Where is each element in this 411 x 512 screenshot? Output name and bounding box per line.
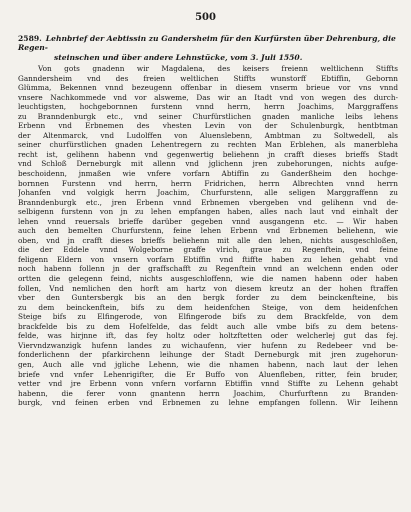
- text-line: vber den Guntersbergk bis an den bergk forder zu dem beinckenfteine, bis: [18, 293, 398, 303]
- text-line: vnd Schloß Derneburgk mit allenn vnd jglichenn jren zubehorungen, nichts aufge-: [18, 159, 398, 169]
- document-title-line-1: Lehnbrief der Aebtissin zu Gandersheim für den Kurfürsten über Dehrenburg, die Regen-: [18, 34, 396, 53]
- document-heading: [18, 34, 396, 62]
- text-line: Steige bifs zu Elfingerode, von Elfingerode bifs zu dem Brackfelde, von dem: [18, 312, 398, 322]
- text-line: oben, vnd jn crafft dieses brieffs beliehenn mit alle den lehen, nichts ausgeschloßen,: [18, 235, 398, 245]
- text-line: seiner churfürstlichen gnaden Lehentregern zu rechten Man Erblehen, als manerbleha: [18, 140, 398, 150]
- text-line: Von gots gnadenn wir Magdalena, des keisers freienn weltlichenn Stiffts: [38, 64, 398, 73]
- text-line: vetter vnd jre Erbenn vonn vnfern vorfarnn Ebtiffin vnnd Stiffte zu Lehenn gehabt: [18, 379, 398, 389]
- text-line: recht ist, gelihenn habenn vnd gegenwertig beliehenn jn crafft dieses brieffs Stadt: [18, 149, 398, 159]
- body-text: [18, 64, 398, 408]
- text-line: leuchtigsten, hochgebornnen furstenn vnnd herrn, herrn Joachims, Marggraffens: [18, 102, 398, 112]
- text-line: selbigenn furstenn von jn zu lehen empfangen haben, alles nach laut vnd einhalt der: [18, 207, 398, 217]
- text-line: vnsere Nachkommede vnd vor alsweme, Das wir an Itadt vnd von wegen des durch-: [18, 92, 398, 102]
- text-line: brackfelde bis zu dem Hofelfelde, das feldt auch alle vmbe bifs zu dem betens-: [18, 321, 398, 331]
- text-line: Ganndersheim vnd des freien weltlichen Stiffts wunstorff Ebtiffin, Gebornn: [18, 73, 398, 83]
- text-line: burgk, vnd feinen erben vnd Erbnemen zu lehne empfangen follenn. Wir Ieihenn: [18, 398, 398, 408]
- page-number: 500: [195, 12, 216, 23]
- text-line: die der Eddele vnnd Wolgeborne graffe vlrich, graue zu Regenftein, vnd feine: [18, 245, 398, 255]
- text-line: Erbenn vnd Erbnemen des vhesten Levin von der Schulenburgk, hentbtman: [18, 121, 398, 131]
- text-line: briefe vnd vnfer Lehenrigifter, die Er Buffo von Aluenfleben, ritter, fein bruder,: [18, 369, 398, 379]
- text-line: felde, was hirjnne ift, das fey holtz oder holtzftetten oder welcherlej gut das fej.: [18, 331, 398, 341]
- text-line: gen, Auch alle vnd jgliche Lehenn, wie die nhamen habenn, nach laut der lehen: [18, 359, 398, 369]
- text-line: beschoidenn, jnmaßen wie vnfere vorfarn Abtiffin zu Ganderßheim den hochge-: [18, 169, 398, 179]
- text-line: Glümma, Bekennen vnnd bezeugenn offenbar in diesem vnserm brieue vor vns vnnd: [18, 83, 398, 93]
- text-line: Johanfen vnd volgigk herrn Joachim, Churfurstenn, alle seligen Marggraffenn zu: [18, 188, 398, 198]
- text-line: ortten die gelegenn feind, nichts ausgeschloffenn, wie die namen habenn oder haben: [18, 274, 398, 284]
- text-line: der Altenmarck, vnd Ludolffen von Aluenslebenn, Ambtman zu Soltwedell, als: [18, 130, 398, 140]
- text-line: noch habenn follenn jn der graffschafft zu Regenftein vnnd an welchenn enden oder: [18, 264, 398, 274]
- text-line: habenn, die ferer vonn gnantenn herrn Joachim, Churfurftenn zu Branden-: [18, 388, 398, 398]
- text-line: follen, Vnd nemlichen den horft am hartz von diesem kreutz an der hohen ftraffen: [18, 283, 398, 293]
- text-line: fonderlichenn der pfarkirchenn leihunge der Stadt Derneburgk mit jren zugehorun-: [18, 350, 398, 360]
- text-line: Viervndzwanzigk hufenn landes zu wichaufenn, vier hufenn zu Redebeer vnd be-: [18, 340, 398, 350]
- text-line: lehen vnnd reuersals brieffe darüber gegeben vnnd ausgangenn etc. — Wir haben: [18, 216, 398, 226]
- document-number: 2589.: [18, 34, 42, 43]
- text-line: Branndenburgk etc., jren Erbenn vnnd Erbnemen vbergeben vnd gelihenn vnd de-: [18, 197, 398, 207]
- text-line: auch den bemelten Churfurstenn, feine lehen Erbenn vnd Erbnemen beliehenn, wie: [18, 226, 398, 236]
- heading-line-1: [18, 34, 396, 53]
- text-line: zu dem beinckenftein, bifs zu dem heidenfchen Steige, von dem heidenfchen: [18, 302, 398, 312]
- text-line: feligenn Eldern von vnsern vorfarn Ebtiffin vnd ftiffte haben zu lehen gehabt vnd: [18, 254, 398, 264]
- text-line: bornnen Furstenn vnd herrn, herrn Fridrichen, herrn Albrechten vnnd herrn: [18, 178, 398, 188]
- text-line: zu Branndenburgk etc., vnd seiner Churfürstlichen gnaden manliche leibs lehens: [18, 111, 398, 121]
- document-title-line-2: steinschen und über andere Lehnstücke, vom 3. Juli 1550.: [54, 52, 303, 62]
